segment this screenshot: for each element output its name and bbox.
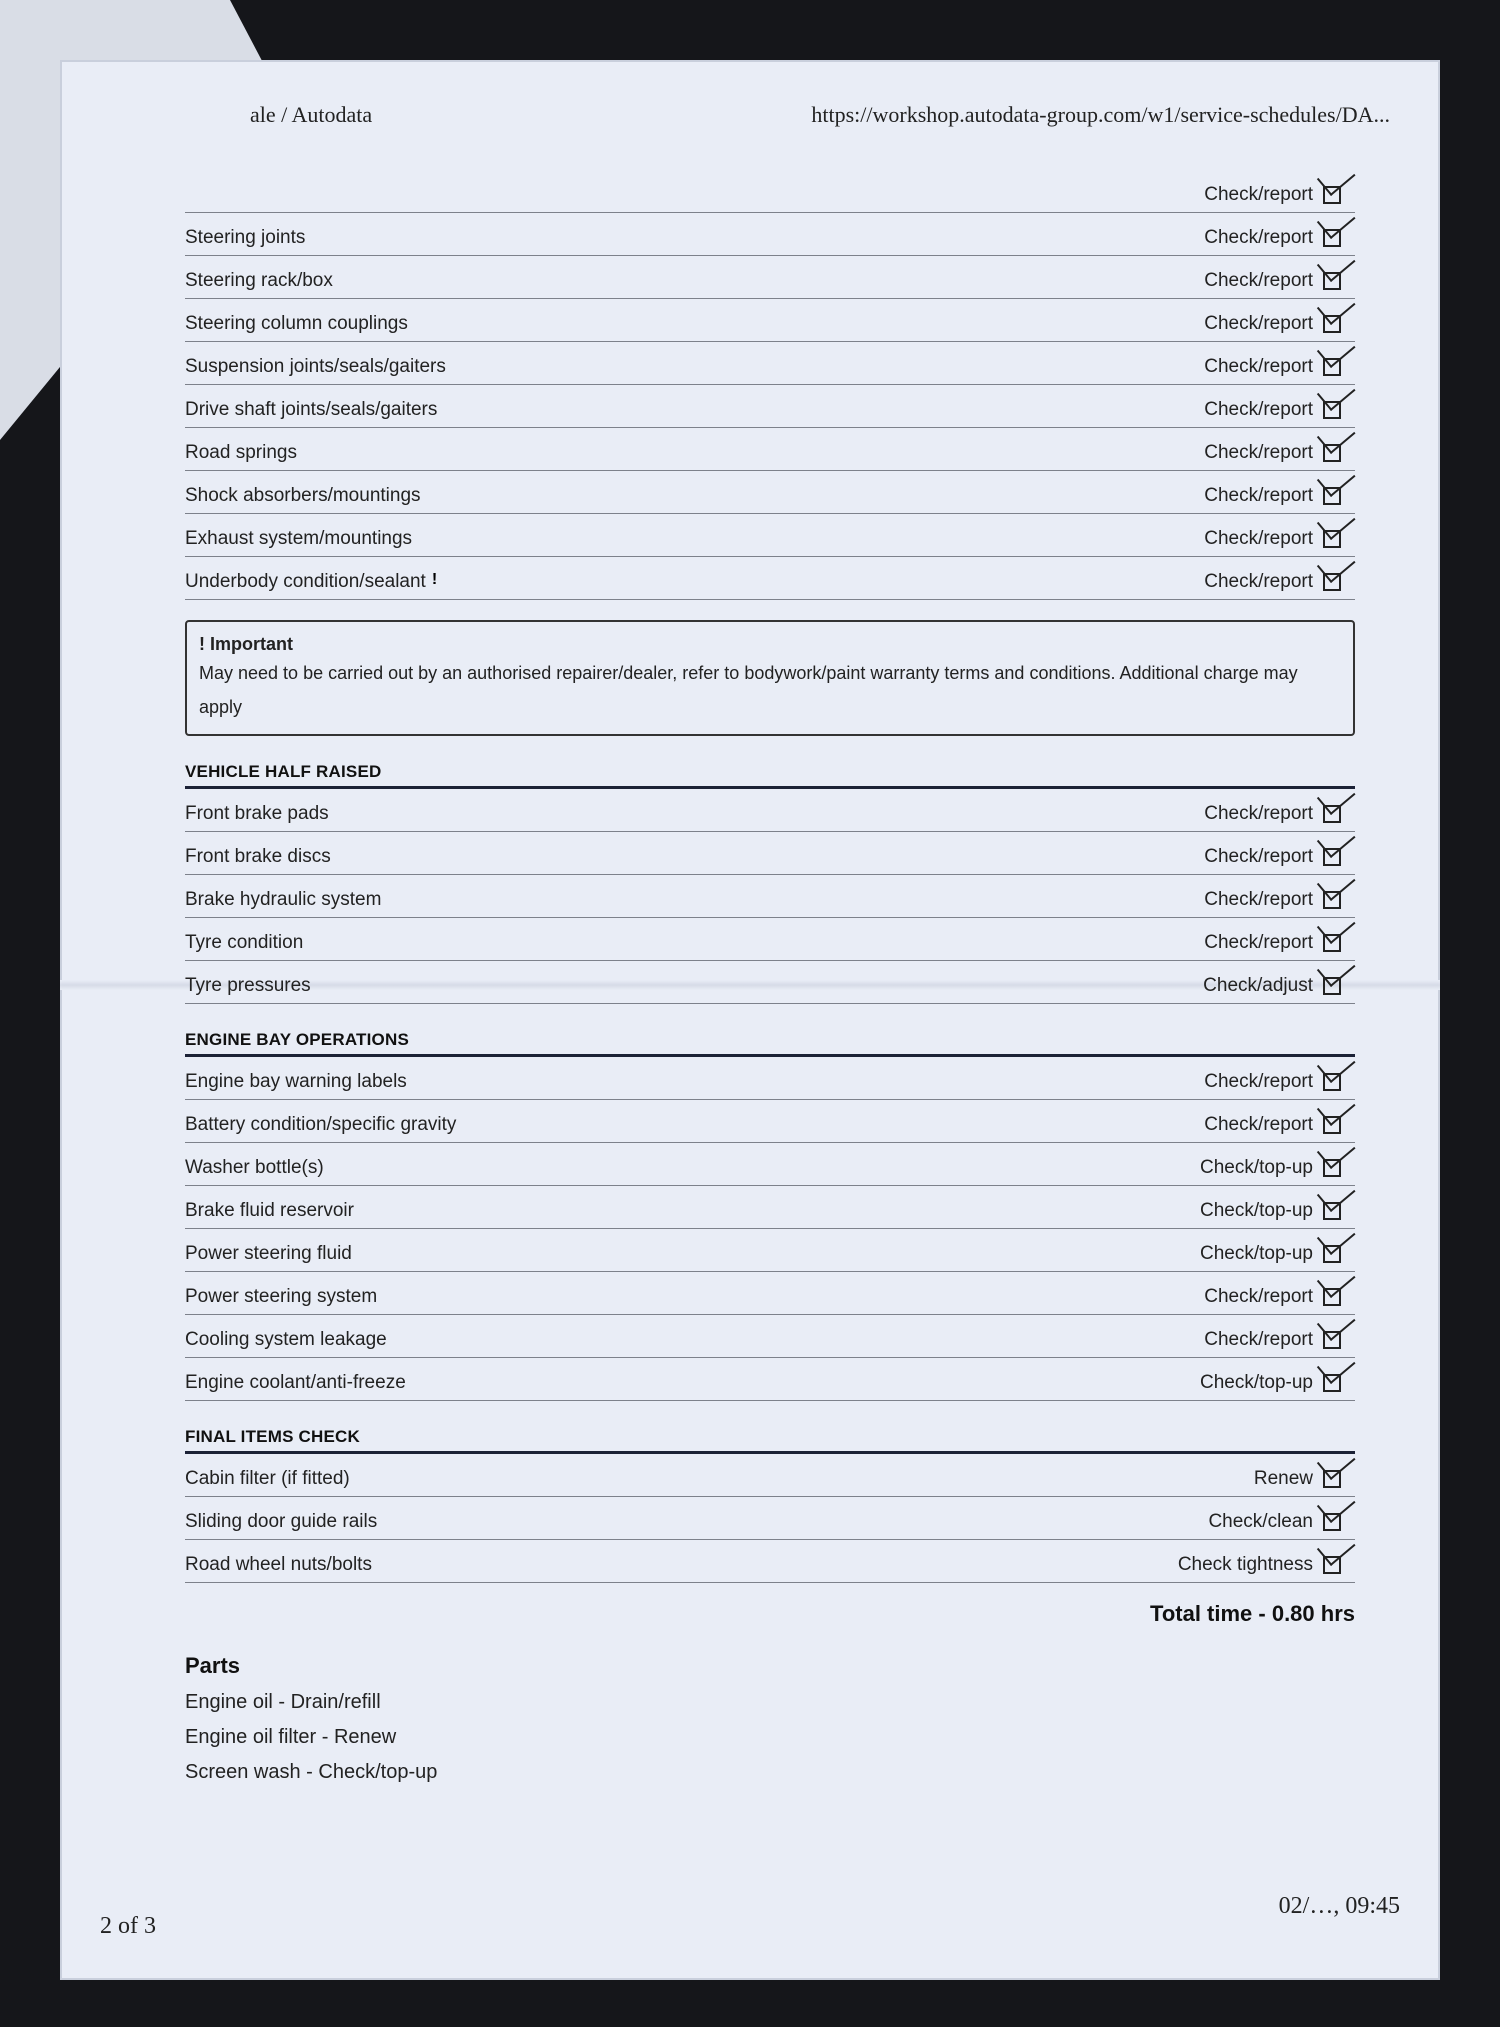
checklist-row <box>185 1454 1355 1497</box>
item-action <box>1204 227 1341 249</box>
checklist-row <box>185 961 1355 1004</box>
item-label: Exhaust system/mountings <box>185 528 413 549</box>
item-action <box>1204 184 1341 206</box>
item-action <box>1204 571 1341 593</box>
section-title-engine-bay: ENGINE BAY OPERATIONS <box>185 1030 1355 1057</box>
header-source: ale / Autodata <box>250 102 373 127</box>
item-label: Cabin filter (if fitted) <box>185 1468 350 1489</box>
item-label: Steering column couplings <box>185 313 408 334</box>
item-action <box>1204 1329 1341 1351</box>
action-label: Check/report <box>1204 803 1313 824</box>
checklist-row <box>185 789 1355 832</box>
action-label: Check/top-up <box>1199 1200 1313 1221</box>
item-action <box>1204 356 1341 378</box>
item-label: Sliding door guide rails <box>185 1511 378 1532</box>
checklist-row <box>185 875 1355 918</box>
action-label: Check/report <box>1204 1286 1313 1307</box>
engine-bay-checklist <box>185 1057 1355 1401</box>
item-label: Power steering system <box>185 1286 378 1307</box>
action-label: Check/top-up <box>1199 1243 1313 1264</box>
item-label: Steering joints <box>185 227 306 248</box>
action-label: Check/report <box>1204 184 1313 205</box>
checkbox-icon[interactable] <box>1323 848 1341 866</box>
checkbox-icon[interactable] <box>1323 1202 1341 1220</box>
checklist-row <box>185 1358 1355 1401</box>
printed-sheet <box>60 60 1440 1980</box>
item-action <box>1200 1157 1341 1179</box>
item-label: Front brake discs <box>185 846 331 867</box>
page-number: 2 of 3 <box>100 1913 156 1939</box>
tick-mark-icon <box>1317 159 1356 196</box>
important-text: May need to be carried out by an authorised repairer/dealer, refer to bodywork/paint warranty terms and conditions. Additional charge may apply <box>199 663 1298 717</box>
item-label: Tyre condition <box>185 932 304 953</box>
item-action <box>1254 1468 1341 1490</box>
item-label: Suspension joints/seals/gaiters <box>185 356 446 377</box>
checkbox-icon[interactable] <box>1323 1331 1341 1349</box>
checkbox-icon[interactable] <box>1323 573 1341 591</box>
warning-icon: ! <box>199 634 205 654</box>
checklist-row <box>185 1229 1355 1272</box>
item-label: Engine bay warning labels <box>185 1071 407 1092</box>
parts-item: Engine oil filter - Renew <box>185 1726 397 1748</box>
checklist-row <box>185 557 1355 600</box>
checkbox-icon[interactable] <box>1323 1159 1341 1177</box>
action-label: Check/report <box>1204 442 1313 463</box>
action-label: Check/report <box>1204 1329 1313 1350</box>
item-label: Tyre pressures <box>185 975 311 996</box>
important-title: Important <box>210 634 294 654</box>
action-label: Check/report <box>1204 313 1313 334</box>
checkbox-icon[interactable] <box>1323 1374 1341 1392</box>
checkbox-icon[interactable] <box>1323 444 1341 462</box>
checkbox-icon[interactable] <box>1323 934 1341 952</box>
checklist-row <box>185 213 1355 256</box>
item-label: Battery condition/specific gravity <box>185 1114 457 1135</box>
item-label: Underbody condition/sealant <box>185 571 426 592</box>
parts-list <box>185 1691 1355 1784</box>
action-label: Check/report <box>1204 571 1313 592</box>
action-label: Check/report <box>1204 270 1313 291</box>
item-action <box>1204 485 1341 507</box>
item-action <box>1200 1372 1341 1394</box>
item-label: Steering rack/box <box>185 270 333 291</box>
action-label: Check/report <box>1204 399 1313 420</box>
item-label: Front brake pads <box>185 803 329 824</box>
checkbox-icon[interactable] <box>1323 891 1341 909</box>
checkbox-icon[interactable] <box>1323 1470 1341 1488</box>
checklist-row <box>185 471 1355 514</box>
checkbox-icon[interactable] <box>1323 186 1341 204</box>
checklist-row <box>185 299 1355 342</box>
checkbox-icon[interactable] <box>1323 805 1341 823</box>
checkbox-icon[interactable] <box>1323 487 1341 505</box>
checklist-row <box>185 342 1355 385</box>
item-label: Road wheel nuts/bolts <box>185 1554 372 1575</box>
warning-icon: ! <box>431 571 438 588</box>
checkbox-icon[interactable] <box>1323 1288 1341 1306</box>
checklist-row <box>185 256 1355 299</box>
checklist-row <box>185 832 1355 875</box>
action-label: Check/report <box>1204 932 1313 953</box>
checkbox-icon[interactable] <box>1323 272 1341 290</box>
item-label: Power steering fluid <box>185 1243 352 1264</box>
item-action <box>1204 313 1341 335</box>
action-label: Check/report <box>1204 356 1313 377</box>
checklist-row <box>185 1100 1355 1143</box>
item-label: Brake hydraulic system <box>185 889 382 910</box>
checklist-row <box>185 1540 1355 1583</box>
item-action <box>1203 975 1341 997</box>
action-label: Check/report <box>1204 889 1313 910</box>
item-label: Engine coolant/anti-freeze <box>185 1372 406 1393</box>
final-checklist <box>185 1454 1355 1583</box>
item-action <box>1204 932 1341 954</box>
item-action <box>1200 1200 1341 1222</box>
item-action <box>1204 889 1341 911</box>
item-action <box>1200 1243 1341 1265</box>
checkbox-icon[interactable] <box>1323 401 1341 419</box>
section-title-final: FINAL ITEMS CHECK <box>185 1427 1355 1454</box>
checklist-row <box>185 918 1355 961</box>
section-title-half-raised: VEHICLE HALF RAISED <box>185 762 1355 789</box>
parts-item: Screen wash - Check/top-up <box>185 1761 438 1783</box>
action-label: Check/report <box>1204 227 1313 248</box>
item-label: Brake fluid reservoir <box>185 1200 354 1221</box>
action-label: Check/report <box>1204 528 1313 549</box>
checklist-row <box>185 1315 1355 1358</box>
checkbox-icon[interactable] <box>1323 1116 1341 1134</box>
parts-item: Engine oil - Drain/refill <box>185 1691 381 1713</box>
item-action <box>1204 1071 1341 1093</box>
half-raised-checklist <box>185 789 1355 1004</box>
print-timestamp: 02/…, 09:45 <box>1278 1893 1400 1919</box>
checklist-row <box>185 428 1355 471</box>
item-label: Washer bottle(s) <box>185 1157 324 1178</box>
action-label: Check/clean <box>1208 1511 1313 1532</box>
checkbox-icon[interactable] <box>1323 1245 1341 1263</box>
checkbox-icon[interactable] <box>1323 1556 1341 1574</box>
item-action <box>1178 1554 1341 1576</box>
checklist-row <box>185 514 1355 557</box>
item-action <box>1204 803 1341 825</box>
total-time: Total time - 0.80 hrs <box>1150 1601 1355 1626</box>
item-action <box>1204 442 1341 464</box>
checklist-row <box>185 1186 1355 1229</box>
action-label: Check tightness <box>1177 1554 1313 1575</box>
schedule-content <box>185 170 1355 1784</box>
page <box>60 60 1440 1980</box>
item-action <box>1204 270 1341 292</box>
checkbox-icon[interactable] <box>1323 1513 1341 1531</box>
action-label: Check/adjust <box>1203 975 1313 996</box>
checklist-row <box>185 385 1355 428</box>
item-label: Drive shaft joints/seals/gaiters <box>185 399 438 420</box>
checklist-row <box>185 1057 1355 1100</box>
action-label: Check/report <box>1204 1114 1313 1135</box>
checklist-row <box>185 1143 1355 1186</box>
action-label: Check/report <box>1204 846 1313 867</box>
checkbox-icon[interactable] <box>1323 358 1341 376</box>
important-notice <box>185 620 1355 736</box>
checklist-row <box>185 170 1355 213</box>
item-label: Road springs <box>185 442 297 463</box>
item-action <box>1204 846 1341 868</box>
item-action <box>1204 528 1341 550</box>
checkbox-icon[interactable] <box>1323 530 1341 548</box>
checklist-row <box>185 1497 1355 1540</box>
top-checklist <box>185 170 1355 600</box>
item-action <box>1204 1286 1341 1308</box>
item-label: Cooling system leakage <box>185 1329 387 1350</box>
item-action <box>1204 399 1341 421</box>
action-label: Check/top-up <box>1199 1372 1313 1393</box>
action-label: Check/report <box>1204 485 1313 506</box>
action-label: Check/top-up <box>1199 1157 1313 1178</box>
item-label: Shock absorbers/mountings <box>185 485 421 506</box>
item-action <box>1204 1114 1341 1136</box>
checkbox-icon[interactable] <box>1323 315 1341 333</box>
action-label: Check/report <box>1204 1071 1313 1092</box>
action-label: Renew <box>1253 1468 1313 1489</box>
checkbox-icon[interactable] <box>1323 1073 1341 1091</box>
parts-title: Parts <box>185 1653 241 1678</box>
checkbox-icon[interactable] <box>1323 229 1341 247</box>
checklist-row <box>185 1272 1355 1315</box>
checkbox-icon[interactable] <box>1323 977 1341 995</box>
item-action <box>1208 1511 1341 1533</box>
header-url: https://workshop.autodata-group.com/w1/service-schedules/DA... <box>811 102 1390 127</box>
